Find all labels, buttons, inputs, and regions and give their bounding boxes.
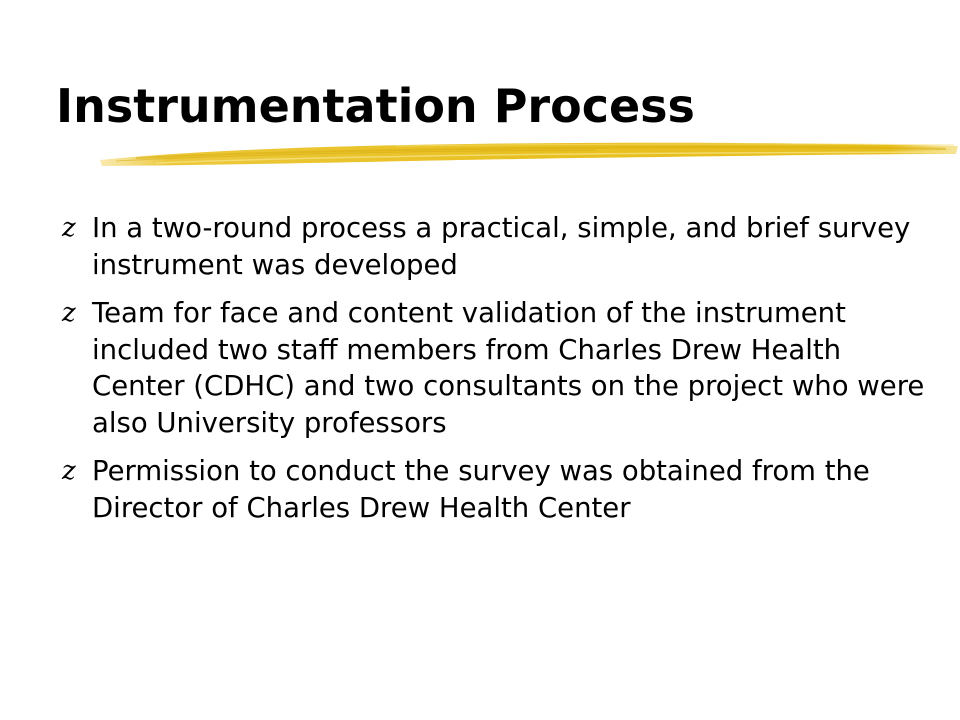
slide-title: Instrumentation Process bbox=[56, 79, 695, 133]
bullet-text: Team for face and content validation of the instrument included two staff members from Charles Drew Health Center (CDHC) and two consultants on the project who were also University professors bbox=[92, 297, 925, 439]
bullet-item bbox=[62, 210, 942, 283]
bullet-item bbox=[62, 295, 942, 441]
bullet-marker-icon: z bbox=[62, 298, 76, 328]
title-underline-brush-stroke bbox=[96, 134, 960, 178]
bullet-text: Permission to conduct the survey was obtained from the Director of Charles Drew Health Center bbox=[92, 455, 870, 524]
bullet-marker-icon: z bbox=[62, 456, 76, 486]
bullet-list bbox=[62, 210, 942, 538]
bullet-text: In a two-round process a practical, simple, and brief survey instrument was developed bbox=[92, 212, 911, 281]
bullet-item bbox=[62, 453, 942, 526]
bullet-marker-icon: z bbox=[62, 213, 76, 243]
